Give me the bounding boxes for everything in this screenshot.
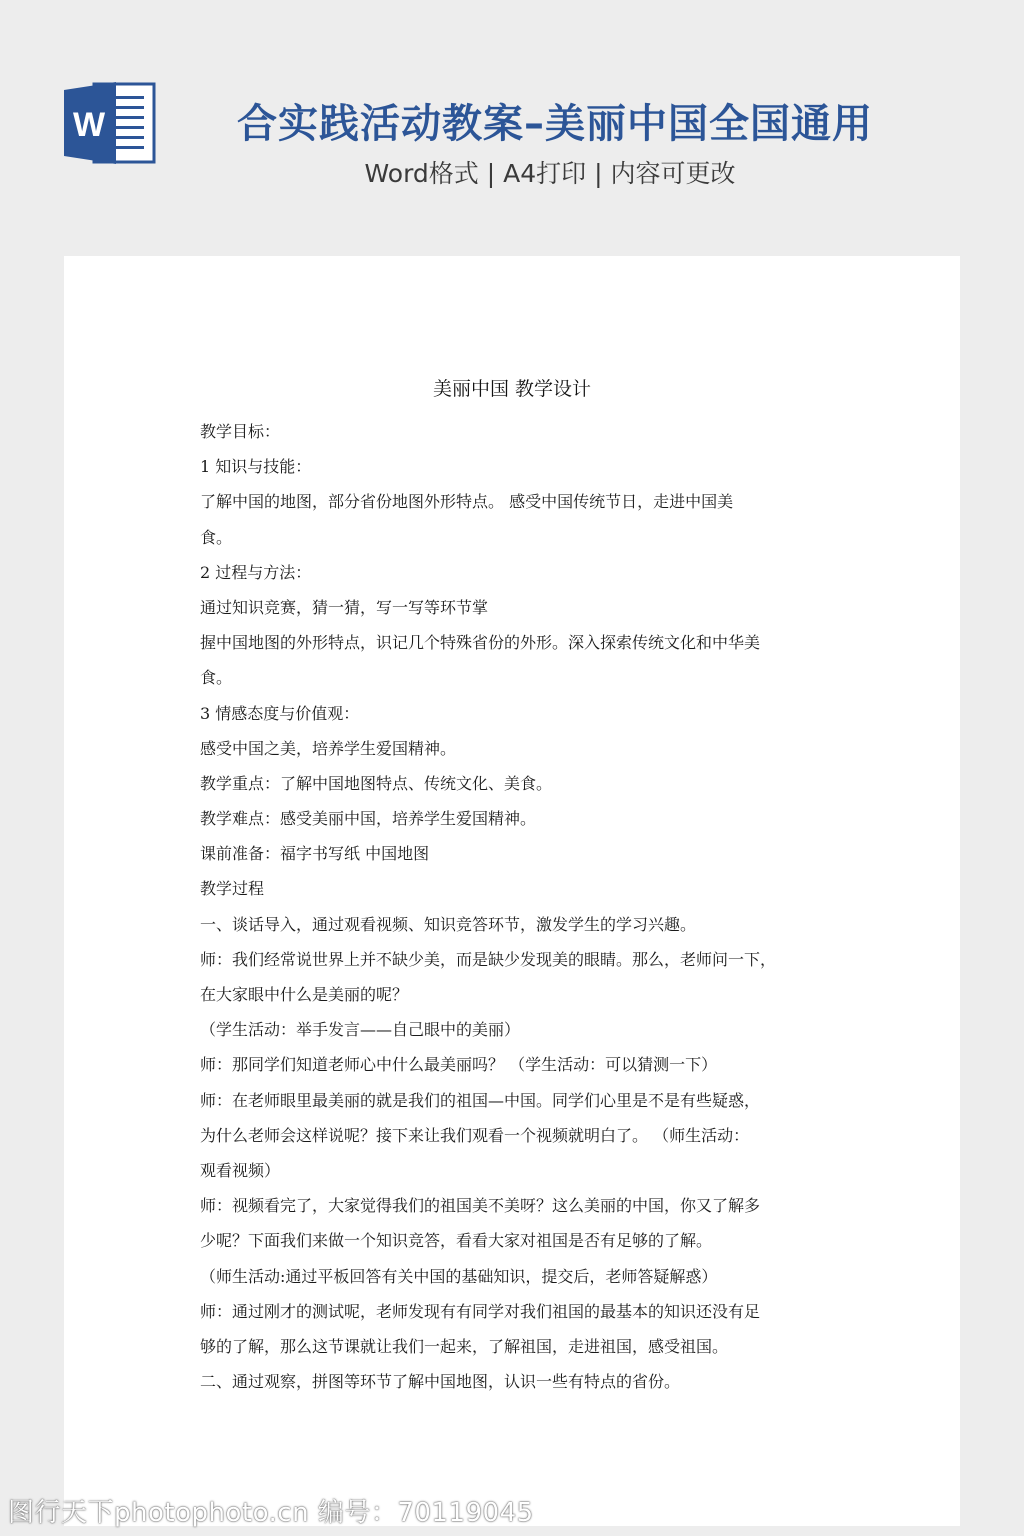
document-line: 3 情感态度与价值观： <box>200 703 360 723</box>
word-document-icon <box>64 82 156 164</box>
watermark: 图行天下photophoto.cn 编号：70119045 <box>8 1498 534 1528</box>
document-line: 在大家眼中什么是美丽的呢？ <box>200 985 409 1004</box>
document-line: 师：我们经常说世界上并不缺少美，而是缺少发现美的眼睛。那么，老师问一下， <box>200 949 777 969</box>
document-line: 课前准备：福字书写纸 中国地图 <box>200 844 430 864</box>
document-line: （师生活动:通过平板回答有关中国的基础知识，提交后，老师答疑解惑） <box>200 1266 718 1286</box>
document-line: 握中国地图的外形特点，识记几个特殊省份的外形。深入探索传统文化和中华美 <box>200 633 761 653</box>
document-line: 师：那同学们知道老师心中什么最美丽吗？ （学生活动：可以猜测一下） <box>200 1055 718 1075</box>
word-logo-letter: W <box>72 106 106 144</box>
page-subtitle: Word格式 | A4打印 | 内容可更改 <box>364 159 736 188</box>
document-line: 了解中国的地图，部分省份地图外形特点。 感受中国传统节日，走进中国美 <box>200 492 734 512</box>
document-line: 师：在老师眼里最美丽的就是我们的祖国—中国。同学们心里是不是有些疑惑， <box>200 1090 761 1110</box>
document-title: 美丽中国 教学设计 <box>432 378 592 400</box>
document-line: 够的了解，那么这节课就让我们一起来，了解祖国，走进祖国，感受祖国。 <box>200 1336 729 1356</box>
document-line: 教学过程 <box>200 879 265 899</box>
document-line: 教学目标： <box>200 422 281 441</box>
document-line: 少呢？下面我们来做一个知识竞答，看看大家对祖国是否有足够的了解。 <box>200 1231 713 1251</box>
document-page <box>64 256 960 1526</box>
page-title: 合实践活动教案–美丽中国全国通用 <box>237 101 873 147</box>
document-line: 观看视频） <box>200 1160 281 1180</box>
document-line: 1 知识与技能： <box>200 457 312 477</box>
document-line: 通过知识竞赛，猜一猜，写一写等环节掌 <box>200 597 489 617</box>
header <box>0 0 1024 230</box>
document-line: 食。 <box>200 668 233 688</box>
document-line: 教学重点：了解中国地图特点、传统文化、美食。 <box>200 773 553 793</box>
document-line: 教学难点：感受美丽中国，培养学生爱国精神。 <box>200 809 537 829</box>
document-line: 2 过程与方法： <box>200 562 312 582</box>
document-line: （学生活动：举手发言——自己眼中的美丽） <box>200 1020 521 1040</box>
document-body <box>200 414 830 1399</box>
document-line: 为什么老师会这样说呢？接下来让我们观看一个视频就明白了。 （师生活动： <box>200 1125 750 1145</box>
document-line: 一、谈话导入，通过观看视频、知识竞答环节，激发学生的学习兴趣。 <box>200 914 697 934</box>
document-line: 师：通过刚才的测试呢，老师发现有有同学对我们祖国的最基本的知识还没有足 <box>200 1301 761 1321</box>
document-line: 感受中国之美，培养学生爱国精神。 <box>200 738 457 758</box>
document-line: 师：视频看完了，大家觉得我们的祖国美不美呀？这么美丽的中国，你又了解多 <box>200 1196 761 1216</box>
document-line: 食。 <box>200 527 233 547</box>
document-line: 二、通过观察，拼图等环节了解中国地图，认识一些有特点的省份。 <box>200 1372 681 1392</box>
